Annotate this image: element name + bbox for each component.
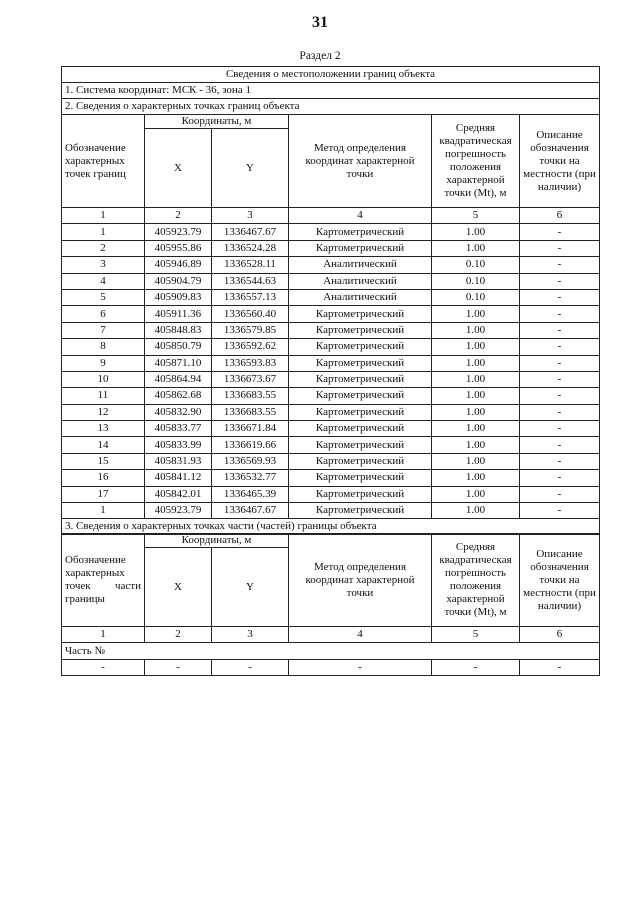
table-cell: 1336467.67 — [212, 503, 289, 519]
part-header-method: Метод определения координат характерной точки — [289, 534, 432, 627]
part-header-error: Средняя квадратическая погрешность положения характерной точки (Mt), м — [432, 534, 520, 627]
table-cell: 6 — [62, 306, 145, 322]
table-cell: Аналитический — [289, 273, 432, 289]
table-cell: 1 — [62, 503, 145, 519]
table-cell: - — [432, 659, 520, 675]
boundary-points-table — [61, 66, 600, 535]
column-numbers-row — [62, 208, 600, 224]
table-cell: 1336579.85 — [212, 322, 289, 338]
part-header-point-line3a: точек — [65, 580, 91, 592]
table-cell: 1336671.84 — [212, 421, 289, 437]
table-cell: 10 — [62, 371, 145, 387]
table-cell: - — [145, 659, 212, 675]
table-row — [62, 289, 600, 305]
part-header-point-line3 — [65, 580, 141, 593]
table-row — [62, 371, 600, 387]
table-cell: 7 — [62, 322, 145, 338]
table-cell: 0.10 — [432, 289, 520, 305]
table-row — [62, 339, 600, 355]
section-title: Раздел 2 — [299, 50, 341, 62]
table-cell: - — [520, 339, 600, 355]
table-cell: 1336683.55 — [212, 388, 289, 404]
table-row — [62, 322, 600, 338]
table-cell: 405833.99 — [145, 437, 212, 453]
table-cell: 1336673.67 — [212, 371, 289, 387]
table-cell: 1.00 — [432, 453, 520, 469]
table-cell: 405848.83 — [145, 322, 212, 338]
part-column-numbers-row — [62, 627, 600, 643]
table-cell: 405833.77 — [145, 421, 212, 437]
header-method: Метод определения координат характерной точки — [289, 115, 432, 208]
table-cell: 405955.86 — [145, 240, 212, 256]
column-number: 1 — [62, 208, 145, 224]
table-cell: Картометрический — [289, 355, 432, 371]
header-point: Обозначение характерных точек границ — [62, 115, 145, 208]
table-row — [62, 437, 600, 453]
table-cell: Картометрический — [289, 306, 432, 322]
part-empty-body — [62, 659, 600, 675]
column-number: 6 — [520, 627, 600, 643]
table-cell: 1336592.62 — [212, 339, 289, 355]
table-title: Сведения о местоположении границ объекта — [62, 67, 600, 83]
table-cell: 0.10 — [432, 273, 520, 289]
table-cell: 405850.79 — [145, 339, 212, 355]
table-cell: 0.10 — [432, 257, 520, 273]
table-cell: 1.00 — [432, 503, 520, 519]
table-cell: 11 — [62, 388, 145, 404]
table-row — [62, 257, 600, 273]
table-cell: 1.00 — [432, 486, 520, 502]
column-numbers — [62, 627, 600, 643]
table-row — [62, 453, 600, 469]
table-row — [62, 503, 600, 519]
table-cell: - — [520, 404, 600, 420]
table-cell: 16 — [62, 470, 145, 486]
table-cell: Картометрический — [289, 388, 432, 404]
header-error: Средняя квадратическая погрешность положения характерной точки (Mt), м — [432, 115, 520, 208]
table-cell: - — [212, 659, 289, 675]
table-row — [62, 306, 600, 322]
table-cell: 4 — [62, 273, 145, 289]
table-cell: 1336465.39 — [212, 486, 289, 502]
part-header-x: X — [145, 548, 212, 627]
table-cell: 1336560.40 — [212, 306, 289, 322]
column-number: 2 — [145, 208, 212, 224]
table-cell: - — [520, 503, 600, 519]
table-cell: - — [520, 486, 600, 502]
table-cell: Картометрический — [289, 224, 432, 240]
table-cell: - — [520, 322, 600, 338]
part-header-point-line3b: части — [115, 580, 141, 592]
table-row — [62, 388, 600, 404]
table-cell: - — [520, 306, 600, 322]
table-row — [62, 404, 600, 420]
table-cell: - — [520, 421, 600, 437]
part-label: Часть № — [62, 643, 600, 659]
table-cell: - — [289, 659, 432, 675]
table-cell: Картометрический — [289, 470, 432, 486]
column-number: 5 — [432, 208, 520, 224]
table-cell: 405862.68 — [145, 388, 212, 404]
table-row — [62, 659, 600, 675]
table-cell: 12 — [62, 404, 145, 420]
table-cell: Картометрический — [289, 322, 432, 338]
table-cell: 1.00 — [432, 240, 520, 256]
column-number: 4 — [289, 208, 432, 224]
table-cell: 1.00 — [432, 224, 520, 240]
table-cell: Картометрический — [289, 371, 432, 387]
table-cell: Картометрический — [289, 437, 432, 453]
table-cell: 1336467.67 — [212, 224, 289, 240]
points-body — [62, 224, 600, 519]
table-cell: 405841.12 — [145, 470, 212, 486]
part-header-point-line1: Обозначение — [65, 554, 126, 566]
table-cell: 17 — [62, 486, 145, 502]
table-cell: - — [520, 453, 600, 469]
part-header-point-line2: характерных — [65, 567, 125, 579]
table-row — [62, 273, 600, 289]
header-x: X — [145, 129, 212, 208]
table-cell: 1336683.55 — [212, 404, 289, 420]
part-header-point — [62, 534, 145, 627]
table-cell: 15 — [62, 453, 145, 469]
column-number: 2 — [145, 627, 212, 643]
table-cell: - — [520, 437, 600, 453]
part-table-subtitle: 3. Сведения о характерных точках части (частей) границы объекта — [62, 519, 600, 535]
table-cell: 1336557.13 — [212, 289, 289, 305]
table-cell: 1.00 — [432, 371, 520, 387]
table-cell: 1336532.77 — [212, 470, 289, 486]
table-cell: - — [520, 273, 600, 289]
table-cell: 405909.83 — [145, 289, 212, 305]
column-number: 1 — [62, 627, 145, 643]
table-cell: Картометрический — [289, 486, 432, 502]
table-cell: 1.00 — [432, 306, 520, 322]
table-cell: Аналитический — [289, 257, 432, 273]
table-cell: Картометрический — [289, 503, 432, 519]
table-cell: 1.00 — [432, 437, 520, 453]
table-row — [62, 240, 600, 256]
part-header-coords: Координаты, м — [145, 534, 289, 548]
table-cell: 1.00 — [432, 322, 520, 338]
table-cell: 1336544.63 — [212, 273, 289, 289]
table-cell: 9 — [62, 355, 145, 371]
part-header-point-line4: границы — [65, 593, 105, 605]
table-cell: 8 — [62, 339, 145, 355]
part-header-y: Y — [212, 548, 289, 627]
table-cell: - — [520, 659, 600, 675]
table-cell: 405832.90 — [145, 404, 212, 420]
column-number: 4 — [289, 627, 432, 643]
table-cell: 1336524.28 — [212, 240, 289, 256]
table-cell: 3 — [62, 257, 145, 273]
table-cell: - — [520, 388, 600, 404]
column-number: 3 — [212, 627, 289, 643]
table-cell: - — [520, 240, 600, 256]
table-cell: 1 — [62, 224, 145, 240]
page-number: 31 — [312, 14, 328, 31]
table-row — [62, 470, 600, 486]
table-cell: - — [520, 289, 600, 305]
part-header-description: Описание обозначения точки на местности (при наличии) — [520, 534, 600, 627]
table-cell: 1.00 — [432, 421, 520, 437]
table-row — [62, 224, 600, 240]
table-cell: 1.00 — [432, 388, 520, 404]
table-row — [62, 355, 600, 371]
table-cell: 1336619.66 — [212, 437, 289, 453]
table-cell: 405871.10 — [145, 355, 212, 371]
table-cell: 405831.93 — [145, 453, 212, 469]
table-cell: 1336569.93 — [212, 453, 289, 469]
table-cell: - — [520, 470, 600, 486]
header-coords: Координаты, м — [145, 115, 289, 129]
table-cell: 1.00 — [432, 470, 520, 486]
table-row — [62, 421, 600, 437]
column-numbers — [62, 208, 600, 224]
table-subtitle: 2. Сведения о характерных точках границ объекта — [62, 99, 600, 115]
table-cell: 13 — [62, 421, 145, 437]
table-cell: 14 — [62, 437, 145, 453]
table-cell: - — [520, 355, 600, 371]
table-cell: 405946.89 — [145, 257, 212, 273]
table-cell: Картометрический — [289, 339, 432, 355]
table-cell: 1.00 — [432, 339, 520, 355]
table-cell: 405904.79 — [145, 273, 212, 289]
table-cell: Картометрический — [289, 453, 432, 469]
header-description: Описание обозначения точки на местности (при наличии) — [520, 115, 600, 208]
table-cell: Аналитический — [289, 289, 432, 305]
table-cell: 1.00 — [432, 404, 520, 420]
column-number: 3 — [212, 208, 289, 224]
column-number: 5 — [432, 627, 520, 643]
header-y: Y — [212, 129, 289, 208]
table-cell: Картометрический — [289, 240, 432, 256]
table-cell: Картометрический — [289, 421, 432, 437]
table-row — [62, 486, 600, 502]
table-cell: 405923.79 — [145, 224, 212, 240]
table-cell: 2 — [62, 240, 145, 256]
table-cell: 405864.94 — [145, 371, 212, 387]
table-cell: 1.00 — [432, 355, 520, 371]
table-cell: 1336528.11 — [212, 257, 289, 273]
table-cell: 1336593.83 — [212, 355, 289, 371]
table-cell: 405842.01 — [145, 486, 212, 502]
coordinate-system: 1. Система координат: МСК - 36, зона 1 — [62, 83, 600, 99]
table-cell: - — [520, 224, 600, 240]
column-number: 6 — [520, 208, 600, 224]
table-cell: 405923.79 — [145, 503, 212, 519]
table-cell: - — [520, 371, 600, 387]
table-cell: 405911.36 — [145, 306, 212, 322]
part-points-table — [61, 533, 600, 676]
table-cell: - — [62, 659, 145, 675]
table-cell: - — [520, 257, 600, 273]
table-cell: 5 — [62, 289, 145, 305]
table-cell: Картометрический — [289, 404, 432, 420]
